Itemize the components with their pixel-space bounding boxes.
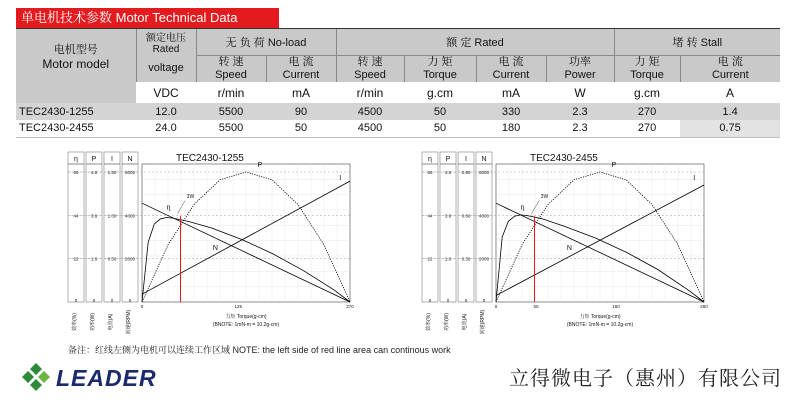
- value-cell: 4500: [336, 103, 404, 120]
- y-tick-label: 0: [482, 298, 486, 303]
- y-tick-label: 4.8: [90, 170, 98, 175]
- motor-spec-table: [16, 28, 780, 138]
- subheader-noload-current: [266, 55, 336, 82]
- value-cell: 270: [614, 120, 680, 137]
- axis-label-vertical: 功率(W): [90, 312, 96, 332]
- axis-column: [440, 164, 456, 302]
- rated-voltage-header-en: Rated: [152, 44, 180, 55]
- axis-label-vertical: 电流(A): [108, 313, 114, 331]
- subheader-stall-current: [680, 55, 780, 82]
- model-header-en: Motor model: [42, 56, 110, 71]
- y-tick-label: 66: [73, 170, 79, 175]
- axis-header: η: [74, 156, 78, 163]
- rated-group-header: 额 定 Rated: [336, 29, 614, 56]
- axis-header: η: [428, 156, 432, 163]
- y-tick-label: 0: [92, 298, 96, 303]
- value-cell: 50: [404, 103, 476, 120]
- model-cell: TEC2430-1255: [16, 103, 136, 120]
- y-tick-label: 44: [427, 213, 433, 219]
- axis-header: I: [111, 156, 113, 163]
- subheader-cn: 力 矩: [427, 55, 453, 68]
- subheader-rated-torque: [404, 55, 476, 82]
- value-cell: 24.0: [136, 120, 196, 137]
- subheader-en: Current: [492, 68, 530, 81]
- x-axis-note: (BNOTE: 1mN-m = 10.2g-cm): [566, 322, 634, 328]
- axis-column: [68, 164, 84, 302]
- stall-group-header: 堵 转 Stall: [614, 29, 780, 56]
- y-tick-label: 3.6: [444, 213, 452, 219]
- y-tick-label: 44: [73, 213, 79, 219]
- model-header-cn: 电机型号: [53, 43, 98, 56]
- axis-header: N: [481, 156, 487, 163]
- performance-chart-2: [420, 150, 730, 340]
- x-axis-note: (BNOTE: 1mN-m = 10.2g-cm): [212, 322, 280, 328]
- subheader-noload-speed: [196, 55, 266, 82]
- chart-svg: [420, 150, 730, 340]
- y-tick-label: 2000: [124, 256, 136, 262]
- y-tick-label: 4000: [124, 213, 136, 219]
- rated-voltage-header: [136, 29, 196, 56]
- axis-label-vertical: 电流(A): [462, 313, 468, 331]
- y-tick-label: 1.6: [444, 256, 452, 262]
- subheader-cn: 电 流: [717, 55, 743, 68]
- axis-label-vertical: 转速(RPM): [480, 309, 486, 335]
- table-row: [16, 103, 780, 120]
- series-label-power: P: [611, 161, 617, 169]
- axis-header: N: [127, 156, 133, 163]
- rated-voltage-header-cn: 额定电压: [146, 33, 186, 44]
- y-tick-label: 66: [427, 170, 433, 175]
- subheader-en: Torque: [630, 68, 664, 81]
- value-cell: 5500: [196, 103, 266, 120]
- y-tick-label: 4000: [478, 213, 490, 219]
- logo-text: LEADER: [56, 365, 157, 391]
- company-name: 立得微电子（惠州）有限公司: [509, 366, 782, 390]
- leader-logo: [16, 360, 166, 394]
- performance-chart-1: [66, 150, 376, 340]
- axis-column: [476, 164, 492, 302]
- series-label-current: I: [339, 174, 342, 182]
- y-tick-label: 0.60: [461, 213, 471, 219]
- value-cell: 50: [266, 120, 336, 137]
- y-tick-label: 0: [428, 298, 432, 303]
- noload-group-header: 无 负 荷 No-load: [196, 29, 336, 56]
- value-cell: 0.75: [680, 120, 780, 137]
- y-tick-label: 0: [464, 298, 468, 303]
- table-row: [16, 120, 780, 137]
- x-tick-label: 125: [234, 304, 243, 309]
- y-tick-label: 0: [110, 298, 114, 303]
- unit-cell: mA: [476, 82, 546, 103]
- x-tick-label: 270: [346, 304, 354, 309]
- series-label-current: I: [693, 174, 696, 182]
- subheader-cn: 转 速: [218, 55, 244, 68]
- series-label-speed: N: [212, 245, 218, 252]
- annotation-3w: 3W: [186, 194, 195, 200]
- axis-header: I: [465, 156, 467, 163]
- subheader-cn: 电 流: [498, 55, 524, 68]
- x-axis-label: 力矩 Torque(g-cm): [225, 314, 267, 320]
- unit-cell: mA: [266, 82, 336, 103]
- subheader-rated-power: [546, 55, 614, 82]
- y-tick-label: 4.8: [444, 170, 452, 175]
- leader-logo-mark-icon: [16, 360, 52, 394]
- x-tick-label: 260: [700, 304, 708, 309]
- value-cell: 2.3: [546, 103, 614, 120]
- axis-label-vertical: 效率(%): [426, 313, 432, 331]
- subheader-stall-torque: [614, 55, 680, 82]
- value-cell: 1.4: [680, 103, 780, 120]
- subheader-en: Speed: [354, 68, 386, 81]
- y-tick-label: 2000: [478, 256, 490, 262]
- axis-header: P: [445, 156, 451, 163]
- y-tick-label: 0.50: [107, 256, 117, 262]
- unit-cell: g.cm: [614, 82, 680, 103]
- x-tick-label: 150: [612, 304, 620, 309]
- axis-column: [122, 164, 138, 302]
- unit-cell: VDC: [136, 82, 196, 103]
- unit-cell: g.cm: [404, 82, 476, 103]
- chart-title: TEC2430-1255: [176, 153, 244, 164]
- axis-column: [458, 164, 474, 302]
- y-tick-label: 0: [128, 298, 132, 303]
- subheader-cn: 转 速: [357, 55, 383, 68]
- value-cell: 4500: [336, 120, 404, 137]
- subheader-cn: 力 矩: [634, 55, 660, 68]
- units-blank: [16, 82, 136, 103]
- x-axis-label: 力矩 Torque(g-cm): [579, 314, 621, 320]
- footnote: 备注：红线左侧为电机可以连续工作区域 NOTE: the left side of red line area can continous work: [68, 345, 451, 355]
- y-tick-label: 0.90: [461, 170, 471, 175]
- y-tick-label: 1.50: [107, 170, 117, 175]
- subheader-cn: 功率: [569, 55, 592, 68]
- y-tick-label: 0: [74, 298, 78, 303]
- series-label-power: P: [257, 161, 263, 169]
- value-cell: 270: [614, 103, 680, 120]
- axis-label-vertical: 效率(%): [72, 313, 78, 331]
- series-label-efficiency: η: [520, 204, 525, 212]
- unit-cell: A: [680, 82, 780, 103]
- axis-column: [104, 164, 120, 302]
- x-tick-label: 0: [494, 304, 498, 309]
- y-tick-label: 0.30: [461, 256, 471, 262]
- y-tick-label: 6000: [124, 170, 136, 175]
- subheader-en: Current: [282, 68, 320, 81]
- axis-column: [422, 164, 438, 302]
- unit-cell: r/min: [336, 82, 404, 103]
- model-cell: TEC2430-2455: [16, 120, 136, 137]
- series-label-speed: N: [566, 245, 572, 252]
- y-tick-label: 6000: [478, 170, 490, 175]
- value-cell: 5500: [196, 120, 266, 137]
- x-tick-label: 50: [533, 304, 539, 309]
- y-tick-label: 0: [446, 298, 450, 303]
- axis-label-vertical: 功率(W): [444, 312, 450, 332]
- unit-cell: W: [546, 82, 614, 103]
- subheader-en: Speed: [215, 68, 247, 81]
- annotation-3w: 3W: [540, 194, 549, 200]
- value-cell: 50: [404, 120, 476, 137]
- value-cell: 12.0: [136, 103, 196, 120]
- subheader-en: Current: [711, 68, 749, 81]
- model-header: [16, 29, 136, 83]
- chart-title: TEC2430-2455: [530, 153, 598, 164]
- value-cell: 2.3: [546, 120, 614, 137]
- subheader-cn: 电 流: [288, 55, 314, 68]
- rated-voltage-sub: voltage: [136, 55, 196, 82]
- y-tick-label: 22: [427, 256, 433, 262]
- subheader-en: Power: [564, 68, 596, 81]
- y-tick-label: 1.6: [90, 256, 98, 262]
- y-tick-label: 1.00: [107, 213, 117, 219]
- chart-svg: [66, 150, 376, 340]
- axis-label-vertical: 转速(RPM): [126, 309, 132, 335]
- axis-header: P: [91, 156, 97, 163]
- series-label-efficiency: η: [166, 204, 171, 212]
- subheader-en: Torque: [423, 68, 457, 81]
- value-cell: 90: [266, 103, 336, 120]
- value-cell: 330: [476, 103, 546, 120]
- unit-cell: r/min: [196, 82, 266, 103]
- y-tick-label: 3.6: [90, 213, 98, 219]
- subheader-rated-speed: [336, 55, 404, 82]
- axis-column: [86, 164, 102, 302]
- section-title: 单电机技术参数 Motor Technical Data: [16, 8, 279, 28]
- value-cell: 180: [476, 120, 546, 137]
- y-tick-label: 22: [73, 256, 79, 262]
- x-tick-label: 0: [140, 304, 144, 309]
- subheader-rated-current: [476, 55, 546, 82]
